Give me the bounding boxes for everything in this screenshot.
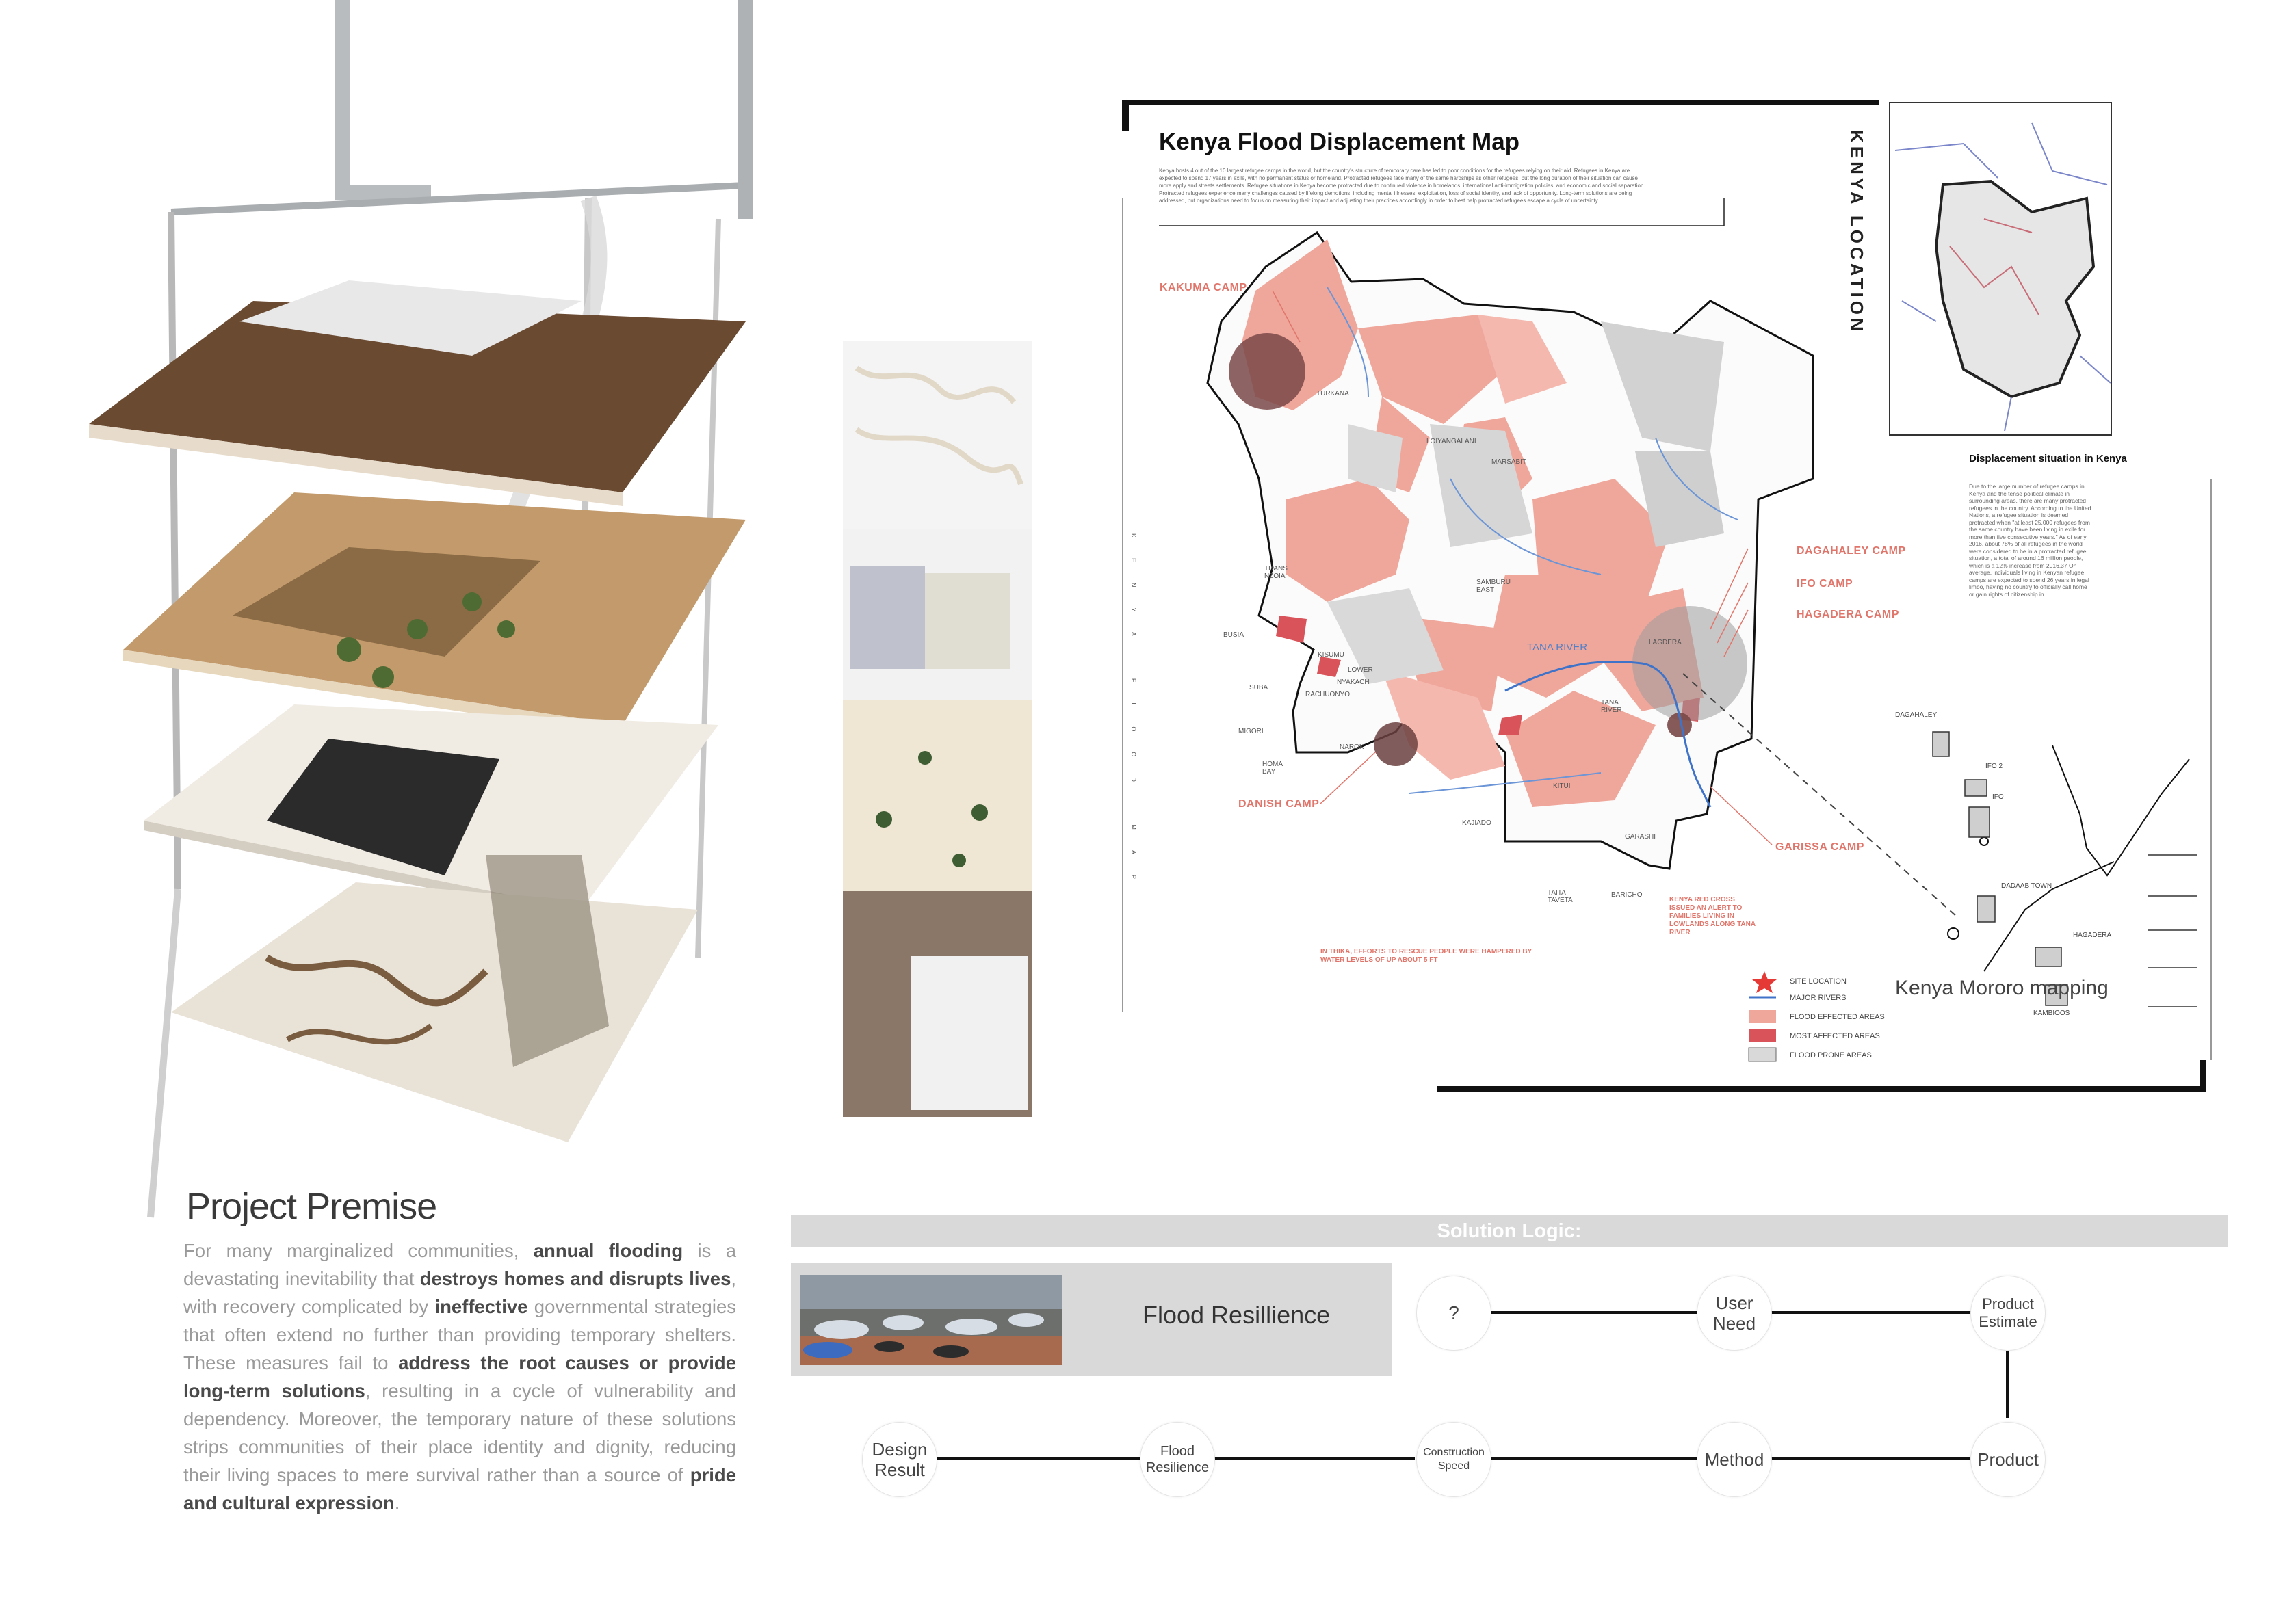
red-cross-note: KENYA RED CROSS ISSUED AN ALERT TO FAMILIES LIVING IN LOWLANDS ALONG TANA RIVER (1669, 896, 1756, 936)
premise-segment: destroys homes and disrupts lives (419, 1268, 731, 1289)
place-kajiado: KAJIADO (1462, 819, 1491, 827)
project-premise-title: Project Premise (186, 1186, 437, 1227)
node-design-result: Design Result (862, 1422, 937, 1497)
thika-note: IN THIKA, EFFORTS TO RESCUE PEOPLE WERE HAMPERED BY WATER LEVELS OF UP ABOUT 5 FT (1320, 948, 1532, 964)
node-product-estimate: Product Estimate (1970, 1276, 2046, 1351)
place-marsabit: MARSABIT (1491, 458, 1527, 466)
node-user-need: User Need (1697, 1276, 1772, 1351)
connector-speed-method (1486, 1457, 1699, 1460)
project-premise-body (183, 1237, 736, 1517)
flood-camp-photo (800, 1275, 1062, 1365)
map-title: Kenya Flood Displacement Map (1159, 129, 1520, 155)
premise-segment: pride and cultural expression (183, 1464, 736, 1514)
place-turkana: TURKANA (1316, 390, 1349, 397)
solution-logic-title: Solution Logic: (1437, 1220, 1582, 1242)
legend-site-location: SITE LOCATION (1790, 977, 1847, 986)
node-question: ? (1416, 1276, 1491, 1351)
displacement-text: Due to the large number of refugee camps in Kenya and the tense political climate in surrounding areas, there are many protracted refugees in the country. According to the United Nations, a refugee situation is deemed protracted when "at least 25,000 refugees from the same country have been living in exile for more than five consecutive years." As of early 2016, about 78% of all refugees in the world were considered to be in a protracted refugee situation, a total of around 16 million people, which is a 12% increase from 2016.37 On average, individuals living in Kenyan refugee camps are expected to spend 26 years in legal limbo, having no country to officially call home or gain rights of citizenship in. (1969, 483, 2091, 598)
garissa-camp-label: GARISSA CAMP (1775, 841, 1864, 853)
place-migori: MIGORI (1238, 728, 1264, 735)
node-flood-resilience: Flood Resilience (1140, 1422, 1215, 1497)
place-lower: LOWER (1348, 666, 1373, 674)
place-suba: SUBA (1249, 684, 1268, 691)
flood-resilience-panel (791, 1263, 1392, 1376)
material-samples-strip (843, 341, 1032, 1117)
place-rachuonyo: RACHUONYO (1305, 691, 1351, 698)
place-lagdera: LAGDERA (1649, 639, 1682, 646)
legend-flood-prone: FLOOD PRONE AREAS (1790, 1051, 1872, 1059)
place-kitui: KITUI (1553, 782, 1571, 790)
dadaab-kambioos: KAMBIOOS (2033, 1010, 2070, 1017)
connector-result-resilience (935, 1457, 1140, 1460)
place-homa-bay: HOMA BAY (1262, 761, 1283, 776)
premise-segment: ineffective (434, 1296, 528, 1317)
node-product: Product (1970, 1422, 2046, 1497)
premise-segment: is a devastating inevitability that (183, 1240, 737, 1289)
dadaab-ifo: IFO (1992, 793, 2004, 801)
place-trans-nzoia: TRANS NZOIA (1264, 565, 1288, 580)
dadaab-town: DADAAB TOWN (2001, 882, 2052, 890)
node-construction-speed: Construction Speed (1416, 1422, 1491, 1497)
place-garashi: GARASHI (1625, 833, 1656, 841)
kakuma-camp-label: KAKUMA CAMP (1160, 282, 1247, 293)
place-busia: BUSIA (1223, 631, 1244, 639)
tana-river-label: TANA RIVER (1527, 642, 1588, 653)
legend-major-rivers: MAJOR RIVERS (1790, 994, 1847, 1002)
danish-camp-label: DANISH CAMP (1238, 798, 1320, 810)
place-samburu-east: SAMBURU EAST (1476, 579, 1511, 594)
premise-segment: address the root causes or provide long-term solutions (183, 1352, 736, 1401)
place-tana-river: TANA RIVER (1601, 699, 1622, 714)
dadaab-hagadera: HAGADERA (2073, 932, 2112, 939)
connector-estimate-product (2006, 1347, 2009, 1418)
premise-segment: . (394, 1492, 400, 1514)
node-method: Method (1697, 1422, 1772, 1497)
map-intro-text: Kenya hosts 4 out of the 10 largest refugee camps in the world, but the country's structure of temporary care has led to poor conditions for the refugees relying on their aid. Refugees in Kenya are expected to spend 17 years in exile, with no permanent status or homeland. Protracted refugees face many of the same hardships as other refugees, but the long duration of their situation can cause more apply and streets settlements. Refugee situations in Kenya become protracted due to continued violence in homelands, international anti-immigration policies, and economic and social separation. Protracted refugees experience many challenges caused by lifelong demotions, including mental illnesses, exploitation, loss of social identity, and lack of opportunity. Long-term solutions are being addressed, but organizations need to focus on measuring their impact and adjusting their practices accordingly in order to best help protracted refugees escape a cycle of uncertainty. (1159, 168, 1645, 204)
place-taita-taveta: TAITA TAVETA (1548, 889, 1573, 904)
premise-segment: For many marginalized communities, (183, 1240, 534, 1261)
ifo-camp-label: IFO CAMP (1797, 578, 1853, 590)
displacement-title: Displacement situation in Kenya (1969, 453, 2127, 464)
place-narok: NAROK (1340, 743, 1364, 751)
premise-segment: , resulting in a cycle of vulnerability and dependency. Moreover, the temporary nature of these solutions strips communities of their place identity and dignity, reducing their living spaces to mere survival rather than a source of (183, 1380, 736, 1486)
place-baricho: BARICHO (1611, 891, 1643, 899)
legend-most-affected: MOST AFFECTED AREAS (1790, 1032, 1880, 1040)
map-graphic (1122, 96, 2217, 1108)
kenya-flood-map-sheet (1122, 96, 2217, 1108)
dagahaley-camp-label: DAGAHALEY CAMP (1797, 545, 1906, 557)
place-loiyangalani: LOIYANGALANI (1426, 438, 1476, 445)
dadaab-dagahaley: DAGAHALEY (1895, 711, 1938, 719)
solution-logic-bar (791, 1215, 2228, 1247)
mororo-mapping-label: Kenya Mororo mapping (1895, 977, 2109, 999)
premise-segment: , with recovery complicated by (183, 1268, 736, 1317)
connector-q-user (1485, 1311, 1701, 1314)
connector-user-estimate (1771, 1311, 1976, 1314)
legend-flood-effected: FLOOD EFFECTED AREAS (1790, 1013, 1885, 1021)
kenya-location-title: KENYA LOCATION (1847, 130, 1867, 334)
premise-segment: governmental strategies that often extend no further than providing temporary shelters. These measures fail to (183, 1296, 736, 1373)
premise-segment: annual flooding (533, 1240, 683, 1261)
place-nyakach: NYAKACH (1337, 678, 1370, 686)
map-side-caption: KENYA FLOOD MAP (1130, 533, 1137, 899)
hagadera-camp-label: HAGADERA CAMP (1797, 609, 1899, 620)
place-kisumu: KISUMU (1318, 651, 1344, 659)
connector-resilience-speed (1212, 1457, 1415, 1460)
model-photo (62, 0, 753, 1224)
flood-resilience-label: Flood Resillience (1143, 1301, 1331, 1329)
dadaab-ifo2: IFO 2 (1985, 763, 2003, 770)
